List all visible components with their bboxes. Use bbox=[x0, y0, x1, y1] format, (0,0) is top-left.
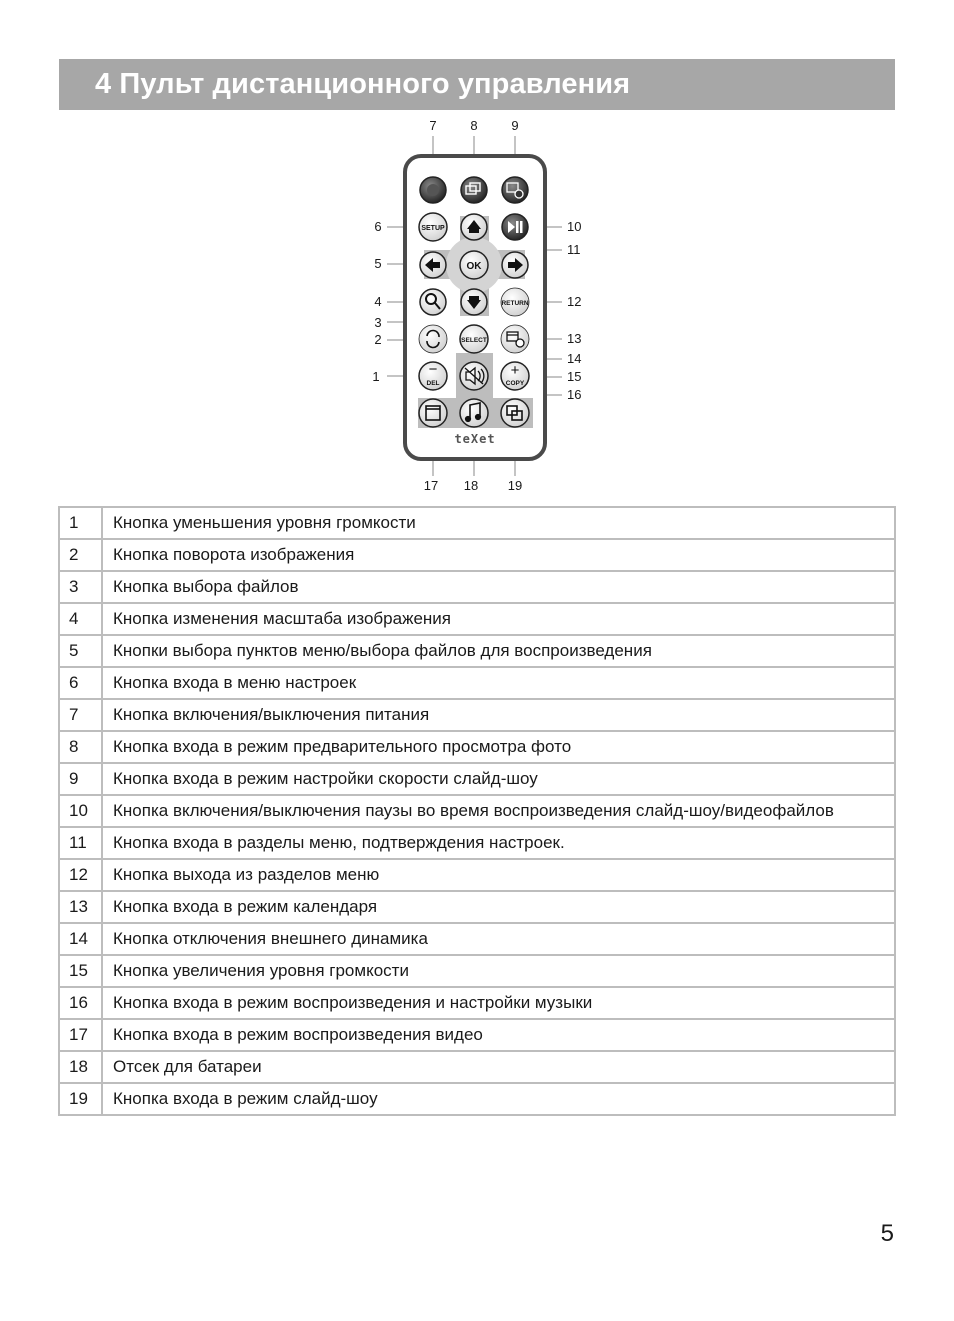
table-row bbox=[59, 987, 895, 1019]
row-description: Кнопка уменьшения уровня громкости bbox=[102, 507, 895, 539]
table-row bbox=[59, 763, 895, 795]
setup-label: SETUP bbox=[421, 225, 445, 232]
row-number: 6 bbox=[59, 667, 102, 699]
row-description: Кнопка отключения внешнего динамика bbox=[102, 923, 895, 955]
row-description: Кнопка входа в режим предварительного просмотра фото bbox=[102, 731, 895, 763]
right-button[interactable] bbox=[502, 252, 528, 278]
callout-15: 15 bbox=[567, 369, 582, 384]
table-row bbox=[59, 827, 895, 859]
minus-icon: − bbox=[428, 361, 438, 378]
row-number: 12 bbox=[59, 859, 102, 891]
table-row bbox=[59, 955, 895, 987]
row-number: 14 bbox=[59, 923, 102, 955]
return-label: RETURN bbox=[501, 300, 529, 307]
row-number: 2 bbox=[59, 539, 102, 571]
slideshow-button[interactable] bbox=[501, 399, 529, 427]
row-number: 5 bbox=[59, 635, 102, 667]
calendar-button[interactable] bbox=[501, 325, 529, 353]
remote-control-diagram bbox=[0, 0, 954, 500]
row-number: 3 bbox=[59, 571, 102, 603]
row-description: Кнопка входа в меню настроек bbox=[102, 667, 895, 699]
page-number: 5 bbox=[880, 1220, 894, 1247]
mute-button[interactable] bbox=[460, 362, 488, 390]
table-row bbox=[59, 507, 895, 539]
row-number: 1 bbox=[59, 507, 102, 539]
callout-5: 5 bbox=[374, 256, 382, 271]
callout-8: 8 bbox=[470, 118, 478, 133]
row-description: Кнопка включения/выключения паузы во время воспроизведения слайд-шоу/видеофайлов bbox=[102, 795, 895, 827]
row-description: Кнопки выбора пунктов меню/выбора файлов для воспроизведения bbox=[102, 635, 895, 667]
slideshow-speed-button[interactable] bbox=[502, 177, 528, 203]
callout-2: 2 bbox=[374, 332, 382, 347]
callout-3: 3 bbox=[374, 315, 382, 330]
row-number: 8 bbox=[59, 731, 102, 763]
rotate-button[interactable] bbox=[419, 325, 447, 353]
row-number: 7 bbox=[59, 699, 102, 731]
row-number: 9 bbox=[59, 763, 102, 795]
plus-icon: + bbox=[510, 362, 520, 379]
play-pause-button[interactable] bbox=[502, 214, 528, 240]
row-number: 17 bbox=[59, 1019, 102, 1051]
row-description: Кнопка входа в режим настройки скорости слайд-шоу bbox=[102, 763, 895, 795]
callout-11: 11 bbox=[567, 242, 581, 257]
row-description: Кнопка изменения масштаба изображения bbox=[102, 603, 895, 635]
table-row bbox=[59, 539, 895, 571]
row-number: 19 bbox=[59, 1083, 102, 1115]
row-description: Кнопка увеличения уровня громкости bbox=[102, 955, 895, 987]
zoom-button[interactable] bbox=[420, 289, 446, 315]
callout-6: 6 bbox=[374, 219, 382, 234]
callout-7: 7 bbox=[429, 118, 437, 133]
callout-18: 18 bbox=[463, 478, 479, 493]
table-row bbox=[59, 603, 895, 635]
up-button[interactable] bbox=[461, 214, 487, 240]
select-label: SELECT bbox=[461, 337, 487, 344]
row-description: Кнопка входа в режим воспроизведения и настройки музыки bbox=[102, 987, 895, 1019]
table-row bbox=[59, 923, 895, 955]
row-description: Отсек для батареи bbox=[102, 1051, 895, 1083]
return-button[interactable] bbox=[501, 288, 529, 316]
row-number: 15 bbox=[59, 955, 102, 987]
row-description: Кнопка поворота изображения bbox=[102, 539, 895, 571]
volume-up-button[interactable] bbox=[501, 362, 529, 390]
setup-button[interactable] bbox=[419, 213, 447, 241]
row-number: 16 bbox=[59, 987, 102, 1019]
table-row bbox=[59, 571, 895, 603]
table-row bbox=[59, 699, 895, 731]
button-legend-table bbox=[58, 506, 896, 1116]
callout-14: 14 bbox=[567, 351, 582, 366]
row-number: 4 bbox=[59, 603, 102, 635]
ok-button[interactable] bbox=[460, 251, 488, 279]
callout-10: 10 bbox=[567, 219, 582, 234]
copy-label: COPY bbox=[505, 380, 525, 387]
callout-1: 1 bbox=[372, 369, 380, 384]
volume-down-button[interactable] bbox=[419, 361, 447, 390]
video-button[interactable] bbox=[419, 399, 447, 427]
row-description: Кнопка входа в режим календаря bbox=[102, 891, 895, 923]
row-description: Кнопка входа в режим слайд-шоу bbox=[102, 1083, 895, 1115]
callout-9: 9 bbox=[511, 118, 519, 133]
row-number: 18 bbox=[59, 1051, 102, 1083]
power-button[interactable] bbox=[420, 177, 446, 203]
row-number: 13 bbox=[59, 891, 102, 923]
del-label: DEL bbox=[426, 380, 440, 387]
table-row bbox=[59, 667, 895, 699]
row-description: Кнопка входа в разделы меню, подтверждения настроек. bbox=[102, 827, 895, 859]
row-description: Кнопка входа в режим воспроизведения видео bbox=[102, 1019, 895, 1051]
select-button[interactable] bbox=[460, 325, 488, 353]
ok-label: OK bbox=[466, 261, 482, 272]
callout-19: 19 bbox=[507, 478, 523, 493]
callout-12: 12 bbox=[567, 294, 582, 309]
table-row bbox=[59, 635, 895, 667]
table-row bbox=[59, 731, 895, 763]
table-row bbox=[59, 1019, 895, 1051]
section-title: 4 Пульт дистанционного управления bbox=[95, 68, 631, 100]
row-description: Кнопка выхода из разделов меню bbox=[102, 859, 895, 891]
table-row bbox=[59, 859, 895, 891]
table-row bbox=[59, 1051, 895, 1083]
photo-preview-button[interactable] bbox=[461, 177, 487, 203]
callout-13: 13 bbox=[567, 331, 582, 346]
row-description: Кнопка включения/выключения питания bbox=[102, 699, 895, 731]
row-number: 11 bbox=[59, 827, 102, 859]
callout-16: 16 bbox=[567, 387, 582, 402]
callout-4: 4 bbox=[374, 294, 382, 309]
table-row bbox=[59, 891, 895, 923]
row-description: Кнопка выбора файлов bbox=[102, 571, 895, 603]
row-number: 10 bbox=[59, 795, 102, 827]
brand-logo: teXet bbox=[454, 432, 496, 446]
callout-17: 17 bbox=[423, 478, 439, 493]
table-row bbox=[59, 795, 895, 827]
down-button[interactable] bbox=[461, 289, 487, 315]
left-button[interactable] bbox=[420, 252, 446, 278]
table-row bbox=[59, 1083, 895, 1115]
music-button[interactable] bbox=[460, 399, 488, 427]
